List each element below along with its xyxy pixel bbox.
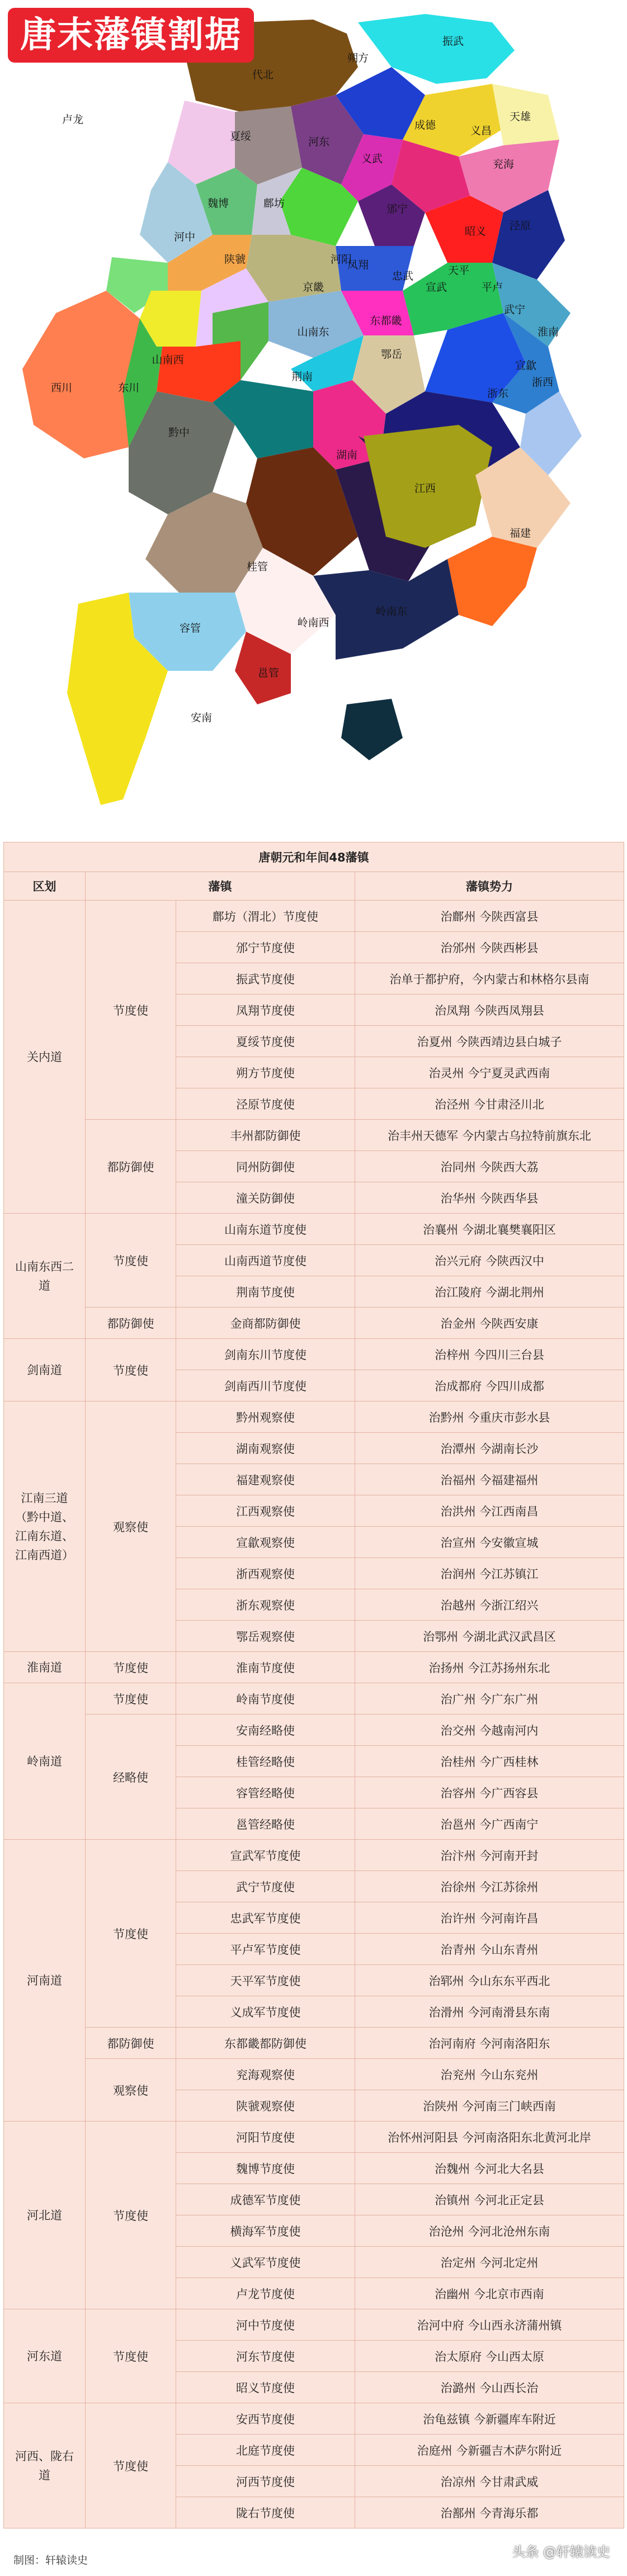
fanzhen-seat-cell: 治邕州 今广西南宁	[355, 1808, 624, 1840]
fanzhen-name-cell: 丰州都防御使	[176, 1120, 355, 1151]
fanzhen-seat-cell: 治广州 今广东广州	[355, 1683, 624, 1715]
table-caption: 唐朝元和年间48藩镇	[4, 842, 624, 872]
fanzhen-seat-cell: 治沧州 今河北沧州东南	[355, 2215, 624, 2247]
fanzhen-name-cell: 湖南观察使	[176, 1433, 355, 1464]
fanzhen-seat-cell: 治桂州 今广西桂林	[355, 1746, 624, 1777]
fanzhen-name-cell: 平卢军节度使	[176, 1934, 355, 1965]
fanzhen-seat-cell: 治交州 今越南河内	[355, 1715, 624, 1746]
fanzhen-name-cell: 浙东观察使	[176, 1589, 355, 1621]
fanzhen-name-cell: 邠宁节度使	[176, 932, 355, 963]
region-cell: 江南三道 （黔中道、 江南东道、 江南西道）	[4, 1401, 86, 1652]
map-label: 淮南	[537, 326, 559, 338]
map-label: 容管	[179, 622, 201, 634]
map-label: 天雄	[509, 111, 531, 123]
fanzhen-seat-cell: 治黔州 今重庆市彭水县	[355, 1401, 624, 1433]
fanzhen-name-cell: 振武节度使	[176, 963, 355, 995]
table-caption-row	[4, 842, 624, 872]
map-label: 浙东	[487, 387, 509, 400]
fanzhen-name-cell: 义成军节度使	[176, 1996, 355, 2028]
map-label: 山南西	[152, 354, 184, 366]
map-label: 陕虢	[224, 253, 246, 266]
map-label: 浙西	[531, 376, 554, 389]
region-cell: 淮南道	[4, 1652, 86, 1683]
map-label: 江西	[414, 482, 436, 495]
fanzhen-name-cell: 魏博节度使	[176, 2153, 355, 2184]
map-label: 义武	[361, 153, 383, 165]
type-cell: 节度使	[86, 1652, 176, 1683]
fanzhen-name-cell: 东都畿都防御使	[176, 2028, 355, 2059]
type-cell: 都防御使	[86, 2028, 176, 2059]
type-cell: 观察使	[86, 1401, 176, 1652]
fanzhen-name-cell: 天平军节度使	[176, 1965, 355, 1996]
region-cell: 河南道	[4, 1840, 86, 2122]
fanzhen-seat-cell: 治汴州 今河南开封	[355, 1840, 624, 1871]
map-label: 朔方	[347, 52, 369, 64]
fanzhen-seat-cell: 治鄯州 今青海乐都	[355, 2497, 624, 2528]
fanzhen-name-cell: 鄂岳观察使	[176, 1621, 355, 1652]
fanzhen-seat-cell: 治兖州 今山东兖州	[355, 2059, 624, 2090]
fanzhen-name-cell: 河东节度使	[176, 2341, 355, 2372]
fanzhen-seat-cell: 治潞州 今山西长治	[355, 2372, 624, 2403]
type-cell: 节度使	[86, 2122, 176, 2309]
map-label: 振武	[442, 35, 464, 48]
map-label: 安南	[190, 712, 213, 724]
table-row	[4, 1683, 624, 1715]
table-row	[4, 2309, 624, 2341]
fanzhen-name-cell: 横海军节度使	[176, 2215, 355, 2247]
map-label: 魏博	[207, 197, 229, 210]
table-row	[4, 2122, 624, 2153]
fanzhen-seat-cell: 治龟兹镇 今新疆库车附近	[355, 2403, 624, 2435]
map-label: 荆南	[291, 371, 313, 383]
map-label: 岭南西	[297, 617, 329, 629]
fanzhen-seat-cell: 治许州 今河南许昌	[355, 1902, 624, 1934]
region-cell: 剑南道	[4, 1339, 86, 1401]
fanzhen-seat-cell: 治凤翔 今陕西凤翔县	[355, 995, 624, 1026]
table-row	[4, 901, 624, 932]
fanzhen-name-cell: 泾原节度使	[176, 1088, 355, 1120]
map-regions	[22, 14, 582, 805]
map-label: 卢龙	[62, 113, 84, 126]
table-row	[4, 1308, 624, 1339]
fanzhen-seat-cell: 治单于都护府，今内蒙古和林格尔县南	[355, 963, 624, 995]
table-row	[4, 1401, 624, 1433]
map-label: 武宁	[503, 304, 526, 316]
region-cell: 山南东西二 道	[4, 1214, 86, 1339]
fanzhen-name-cell: 北庭节度使	[176, 2435, 355, 2466]
map-label: 西川	[50, 382, 73, 394]
fanzhen-name-cell: 潼关防御使	[176, 1182, 355, 1214]
fanzhen-name-cell: 朔方节度使	[176, 1057, 355, 1088]
map-label: 东都畿	[370, 315, 402, 327]
map-label: 东川	[117, 382, 140, 394]
map-label: 泾原	[509, 220, 531, 232]
fanzhen-seat-cell: 治容州 今广西容县	[355, 1777, 624, 1808]
map-drawing	[0, 0, 627, 833]
fanzhen-name-cell: 福建观察使	[176, 1464, 355, 1495]
fanzhen-name-cell: 金商都防御使	[176, 1308, 355, 1339]
map-label: 忠武	[392, 270, 414, 282]
type-cell: 节度使	[86, 1683, 176, 1715]
fanzhen-seat-cell: 治河南府 今河南洛阳东	[355, 2028, 624, 2059]
map-label: 河阳	[330, 253, 352, 266]
header-fanzhen: 藩镇	[86, 872, 355, 901]
type-cell: 节度使	[86, 1214, 176, 1308]
map-label: 黔中	[168, 427, 190, 439]
fanzhen-seat-cell: 治同州 今陕西大荔	[355, 1151, 624, 1182]
fanzhen-seat-cell: 治郓州 今山东东平西北	[355, 1965, 624, 1996]
header-region: 区划	[4, 872, 86, 901]
map-label: 天平	[447, 264, 470, 277]
type-cell: 都防御使	[86, 1120, 176, 1214]
map-label: 邕管	[257, 667, 280, 679]
fanzhen-seat-cell: 治夏州 今陕西靖边县白城子	[355, 1026, 624, 1057]
region-cell: 河东道	[4, 2309, 86, 2403]
fanzhen-name-cell: 邕管经略使	[176, 1808, 355, 1840]
map-label: 岭南东	[375, 605, 408, 618]
fanzhen-seat-cell: 治鄜州 今陕西富县	[355, 901, 624, 932]
fanzhen-seat-cell: 治邠州 今陕西彬县	[355, 932, 624, 963]
fanzhen-seat-cell: 治魏州 今河北大名县	[355, 2153, 624, 2184]
map-label: 宣武	[425, 281, 447, 293]
watermark-text: 头条 @轩辕读史	[512, 2544, 610, 2560]
fanzhen-name-cell: 义武军节度使	[176, 2247, 355, 2278]
fanzhen-seat-cell: 治金州 今陕西安康	[355, 1308, 624, 1339]
region-cell: 河西、陇右 道	[4, 2403, 86, 2528]
fanzhen-name-cell: 兖海观察使	[176, 2059, 355, 2090]
fanzhen-name-cell: 河中节度使	[176, 2309, 355, 2341]
fanzhen-seat-cell: 治成都府 今四川成都	[355, 1370, 624, 1401]
fanzhen-name-cell: 淮南节度使	[176, 1652, 355, 1683]
table-row	[4, 2059, 624, 2090]
map-label: 鄂岳	[380, 348, 403, 361]
fanzhen-seat-cell: 治宣州 今安徽宣城	[355, 1527, 624, 1558]
type-cell: 节度使	[86, 901, 176, 1120]
fanzhen-name-cell: 宣歙观察使	[176, 1527, 355, 1558]
map-label: 凤翔	[347, 259, 369, 271]
fanzhen-seat-cell: 治青州 今山东青州	[355, 1934, 624, 1965]
fanzhen-seat-cell: 治凉州 今甘肃武威	[355, 2466, 624, 2497]
fanzhen-seat-cell: 治滑州 今河南滑县东南	[355, 1996, 624, 2028]
fanzhen-seat-cell: 治梓州 今四川三台县	[355, 1339, 624, 1370]
fanzhen-seat-cell: 治镇州 今河北正定县	[355, 2184, 624, 2215]
fanzhen-name-cell: 岭南节度使	[176, 1683, 355, 1715]
map-title: 唐末藩镇割据	[8, 8, 254, 63]
map-label: 湖南	[336, 449, 358, 461]
table-row	[4, 1120, 624, 1151]
type-cell: 节度使	[86, 2403, 176, 2528]
fanzhen-seat-cell: 治越州 今浙江绍兴	[355, 1589, 624, 1621]
fanzhen-seat-cell: 治徐州 今江苏徐州	[355, 1871, 624, 1902]
fanzhen-name-cell: 江西观察使	[176, 1495, 355, 1527]
map-label: 京畿	[302, 281, 324, 293]
fanzhen-name-cell: 剑南西川节度使	[176, 1370, 355, 1401]
fanzhen-name-cell: 山南东道节度使	[176, 1214, 355, 1245]
fanzhen-seat-cell: 治河中府 今山西永济蒲州镇	[355, 2309, 624, 2341]
map-label: 昭义	[464, 225, 487, 238]
fanzhen-name-cell: 武宁节度使	[176, 1871, 355, 1902]
fanzhen-seat-cell: 治襄州 今湖北襄樊襄阳区	[355, 1214, 624, 1245]
fanzhen-seat-cell: 治庭州 今新疆吉木萨尔附近	[355, 2435, 624, 2466]
fanzhen-table	[3, 842, 624, 2528]
fanzhen-seat-cell: 治江陵府 今湖北荆州	[355, 1276, 624, 1308]
map-label: 义昌	[470, 125, 492, 137]
map-label: 宣歙	[515, 359, 537, 372]
map-label: 山南东	[297, 326, 329, 338]
fanzhen-name-cell: 河阳节度使	[176, 2122, 355, 2153]
fanzhen-name-cell: 鄜坊（渭北）节度使	[176, 901, 355, 932]
fanzhen-name-cell: 安西节度使	[176, 2403, 355, 2435]
fanzhen-name-cell: 卢龙节度使	[176, 2278, 355, 2309]
type-cell: 经略使	[86, 1715, 176, 1840]
header-power: 藩镇势力	[355, 872, 624, 901]
map-label: 河中	[173, 231, 196, 243]
map-label: 兖海	[492, 158, 515, 171]
fanzhen-name-cell: 荆南节度使	[176, 1276, 355, 1308]
table-row	[4, 2028, 624, 2059]
fanzhen-seat-cell: 治陕州 今河南三门峡西南	[355, 2090, 624, 2122]
type-cell: 观察使	[86, 2059, 176, 2122]
fanzhen-name-cell: 陕虢观察使	[176, 2090, 355, 2122]
fanzhen-name-cell: 宣武军节度使	[176, 1840, 355, 1871]
fanzhen-seat-cell: 治幽州 今北京市西南	[355, 2278, 624, 2309]
map-label: 代北	[252, 69, 274, 81]
fanzhen-seat-cell: 治潭州 今湖南长沙	[355, 1433, 624, 1464]
map-label: 福建	[509, 527, 531, 539]
table-row	[4, 1339, 624, 1370]
fanzhen-name-cell: 成德军节度使	[176, 2184, 355, 2215]
fanzhen-seat-cell: 治太原府 今山西太原	[355, 2341, 624, 2372]
region-cell: 河北道	[4, 2122, 86, 2309]
fanzhen-seat-cell: 治润州 今江苏镇江	[355, 1558, 624, 1589]
fanzhen-seat-cell: 治洪州 今江西南昌	[355, 1495, 624, 1527]
credit-text: 制图：轩辕读史	[13, 2554, 88, 2566]
table-row	[4, 1715, 624, 1746]
fanzhen-seat-cell: 治福州 今福建福州	[355, 1464, 624, 1495]
table-row	[4, 2403, 624, 2435]
fanzhen-seat-cell: 治华州 今陕西华县	[355, 1182, 624, 1214]
fanzhen-name-cell: 凤翔节度使	[176, 995, 355, 1026]
fanzhen-name-cell: 剑南东川节度使	[176, 1339, 355, 1370]
fanzhen-name-cell: 容管经略使	[176, 1777, 355, 1808]
table-row	[4, 1214, 624, 1245]
fanzhen-seat-cell: 治扬州 今江苏扬州东北	[355, 1652, 624, 1683]
fanzhen-seat-cell: 治怀州河阳县 今河南洛阳东北黄河北岸	[355, 2122, 624, 2153]
fanzhen-name-cell: 桂管经略使	[176, 1746, 355, 1777]
map-label: 平卢	[481, 281, 503, 293]
map-label: 邠宁	[386, 203, 408, 215]
fanzhen-seat-cell: 治定州 今河北定州	[355, 2247, 624, 2278]
fanzhen-seat-cell: 治灵州 今宁夏灵武西南	[355, 1057, 624, 1088]
map-label: 桂管	[246, 561, 268, 573]
type-cell: 都防御使	[86, 1308, 176, 1339]
fanzhen-name-cell: 黔州观察使	[176, 1401, 355, 1433]
type-cell: 节度使	[86, 1339, 176, 1401]
fanzhen-name-cell: 忠武军节度使	[176, 1902, 355, 1934]
region-cell: 关内道	[4, 901, 86, 1214]
fanzhen-name-cell: 昭义节度使	[176, 2372, 355, 2403]
map-label: 夏绥	[229, 130, 252, 143]
fanzhen-name-cell: 同州防御使	[176, 1151, 355, 1182]
map-label: 河东	[308, 136, 330, 148]
fanzhen-name-cell: 浙西观察使	[176, 1558, 355, 1589]
fanzhen-name-cell: 河西节度使	[176, 2466, 355, 2497]
fanzhen-seat-cell: 治鄂州 今湖北武汉武昌区	[355, 1621, 624, 1652]
fanzhen-seat-cell: 治泾州 今甘肃泾川北	[355, 1088, 624, 1120]
fanzhen-name-cell: 陇右节度使	[176, 2497, 355, 2528]
fanzhen-seat-cell: 治兴元府 今陕西汉中	[355, 1245, 624, 1276]
fanzhen-seat-cell: 治丰州天德军 今内蒙古乌拉特前旗东北	[355, 1120, 624, 1151]
map-label: 鄜坊	[263, 197, 285, 210]
table-row	[4, 1840, 624, 1871]
type-cell: 节度使	[86, 2309, 176, 2403]
fanzhen-name-cell: 安南经略使	[176, 1715, 355, 1746]
map-label: 成德	[414, 119, 436, 131]
table-header-row	[4, 872, 624, 901]
fanzhen-name-cell: 夏绥节度使	[176, 1026, 355, 1057]
territory-map	[0, 0, 627, 833]
table-row	[4, 1652, 624, 1683]
region-cell: 岭南道	[4, 1683, 86, 1840]
type-cell: 节度使	[86, 1840, 176, 2028]
fanzhen-name-cell: 山南西道节度使	[176, 1245, 355, 1276]
